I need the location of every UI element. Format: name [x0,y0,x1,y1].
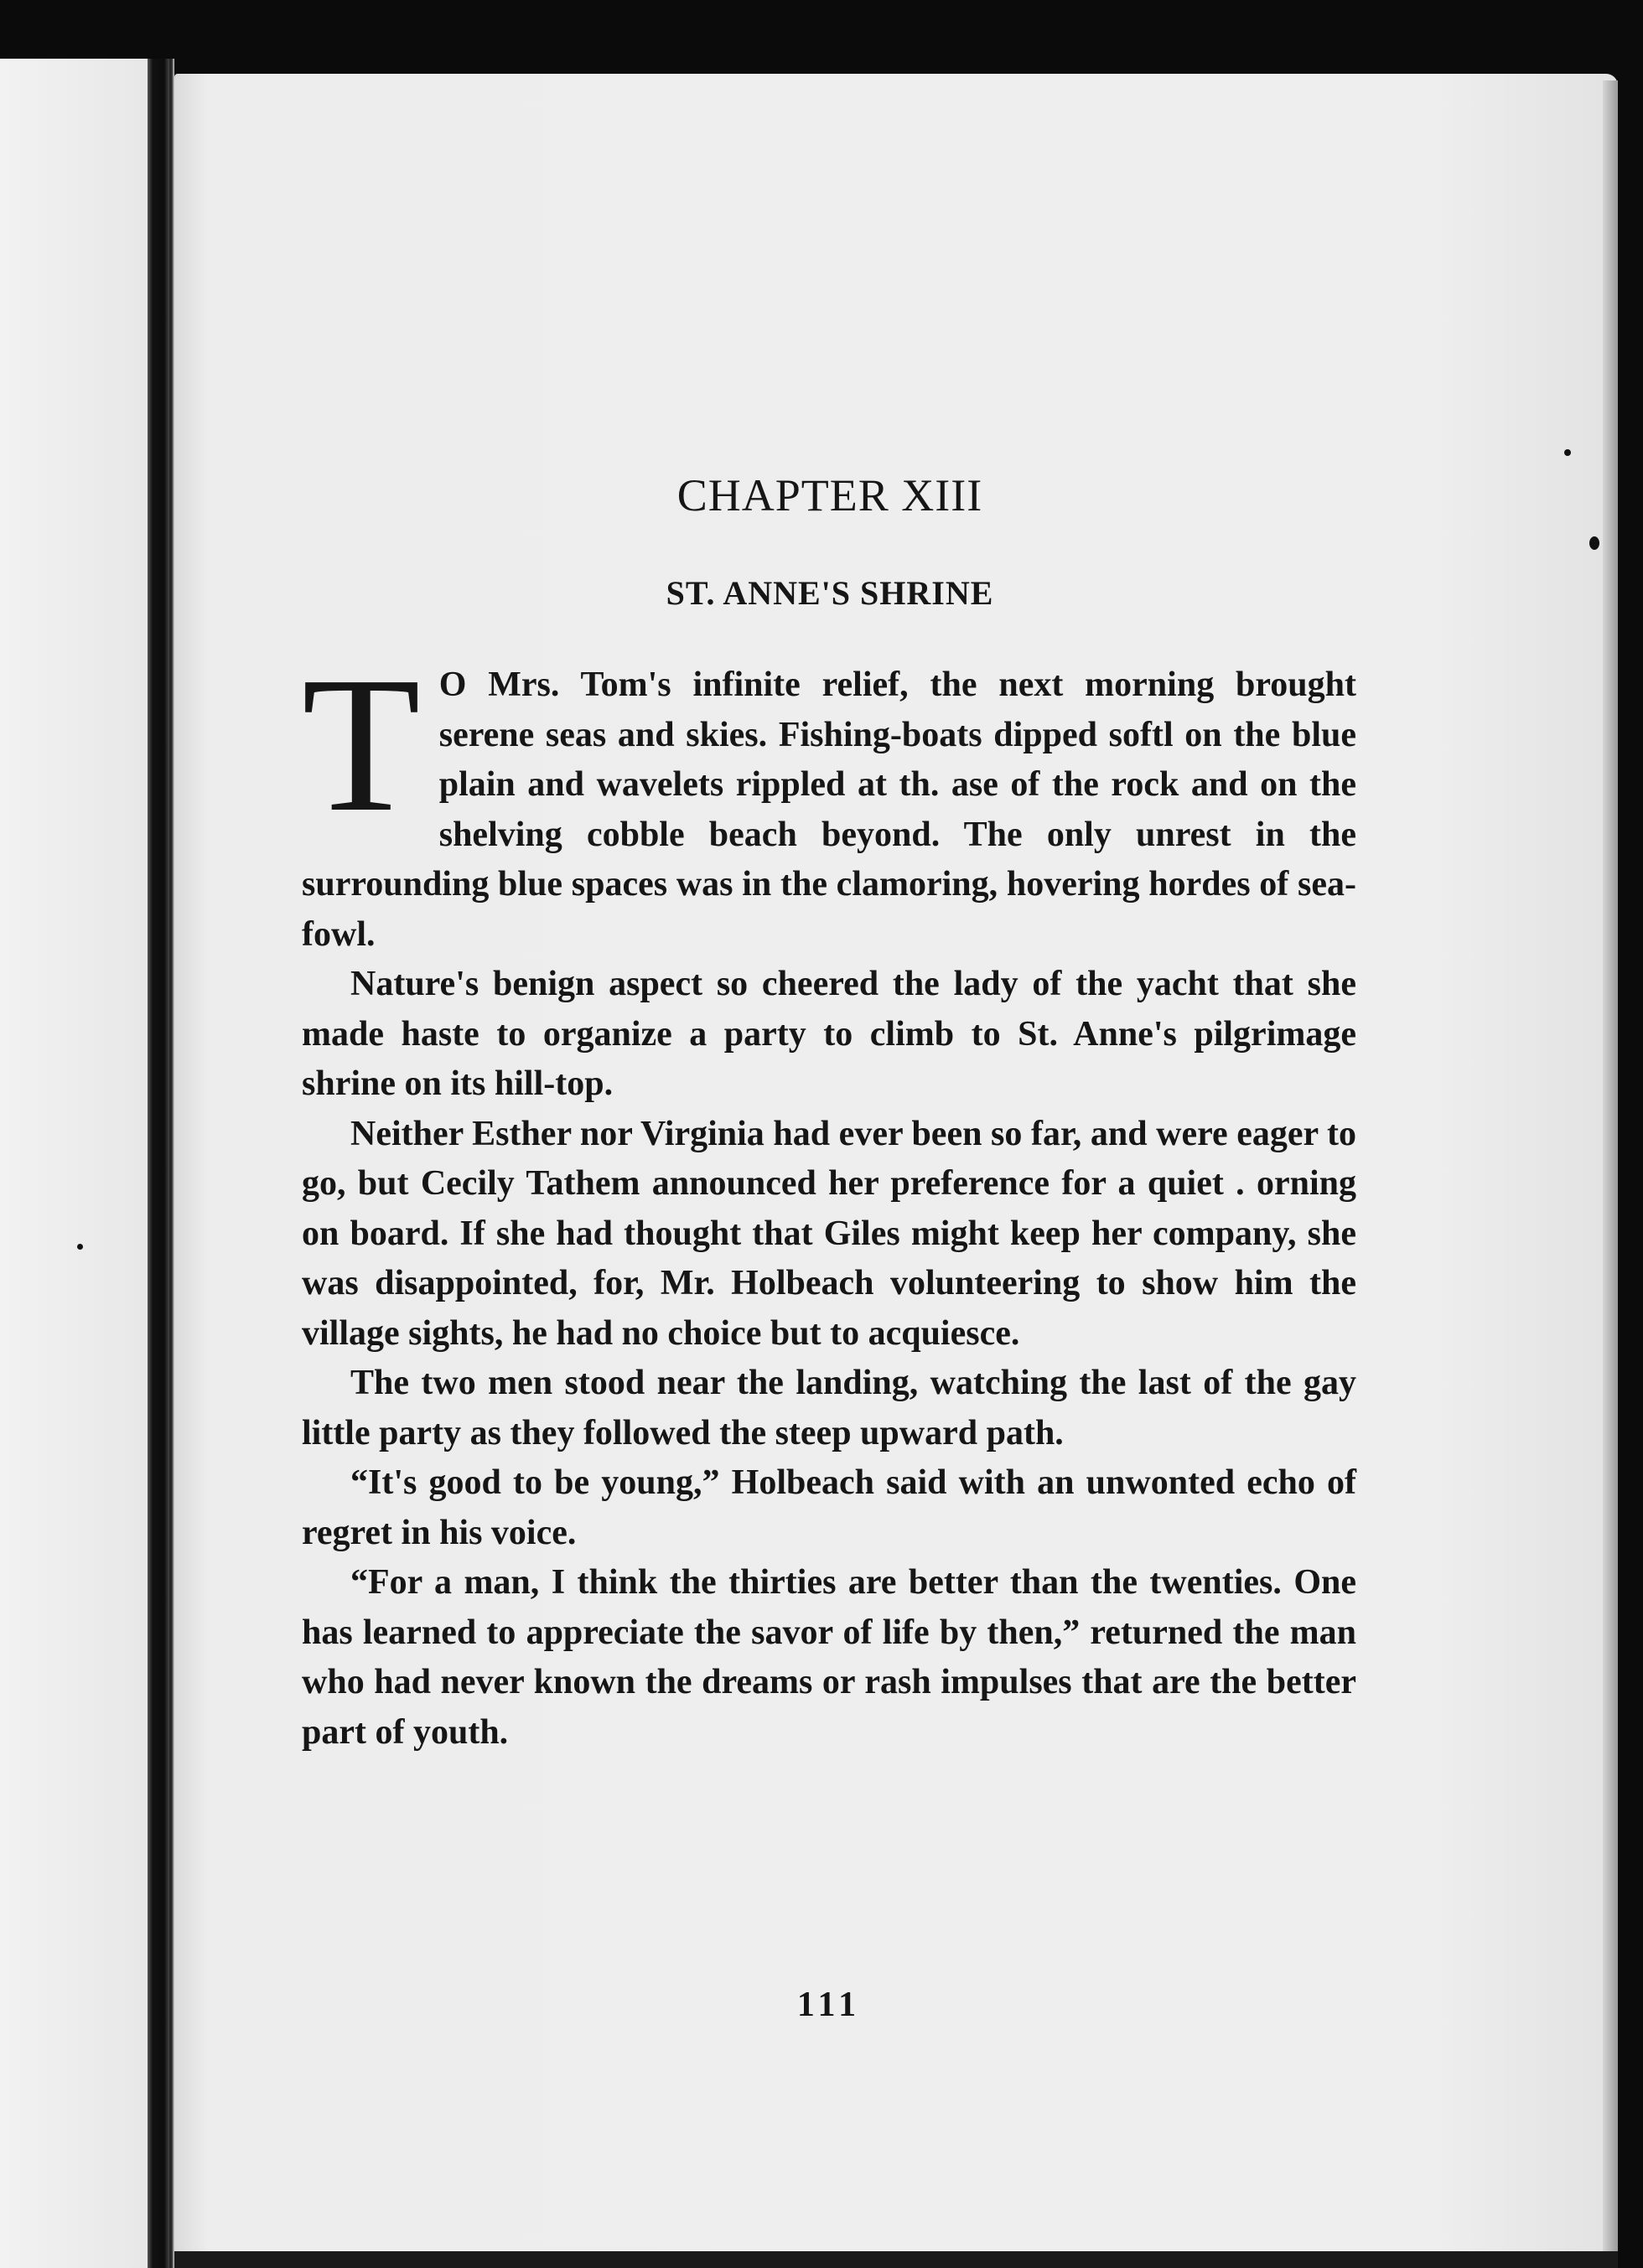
chapter-body [302,637,1356,1758]
page-number: 111 [796,1986,862,2024]
facing-page-edge [0,59,148,2268]
page-right-edge [1603,80,1618,2251]
paragraph-text: O Mrs. Tom's infinite relief, the next morning brought serene seas and skies. Fishing-boats dipped softl on the blue plain and wavelets rippled at th. ase of the rock and on the shelving cobble beach beyond. The only unrest in the surrounding blue spaces was in the clamoring, hovering hordes of sea-fowl. [302,665,1356,954]
paragraph: “It's good to be young,” Holbeach said with an unwonted echo of regret in his voice. [302,1463,1356,1552]
chapter-title: ST. ANNE'S SHRINE [666,574,994,612]
paragraph: Neither Esther nor Virginia had ever been so far, and were eager to go, but Cecily Tathem announced her preference for a quiet . orning on board. If she had thought that Giles might keep her company, she was disappointed, for, Mr. Holbeach volunteering to show him the village sights, he had no choice but to acquiesce. [302,1114,1356,1353]
drop-cap: T [302,637,421,852]
paragraph: The two men stood near the landing, watching the last of the gay little party as they followed the steep upward path. [302,1364,1356,1452]
dust-speck [1589,536,1599,550]
page-bottom-edge [174,2251,1618,2268]
paragraph: “For a man, I think the thirties are better than the twenties. One has learned to appreciate the savor of life by then,” returned the man who had never known the dreams or rash impulses that are the better part of youth. [302,1563,1356,1752]
dust-speck [77,1244,83,1250]
paragraph [302,637,1356,960]
chapter-number: CHAPTER XIII [676,470,983,520]
paragraph: Nature's benign aspect so cheered the lady of the yacht that she made haste to organize a party to climb to St. Anne's pilgrimage shrine on its hill-top. [302,965,1356,1103]
dust-speck [1564,449,1571,456]
book-spine-shadow [148,59,169,2268]
